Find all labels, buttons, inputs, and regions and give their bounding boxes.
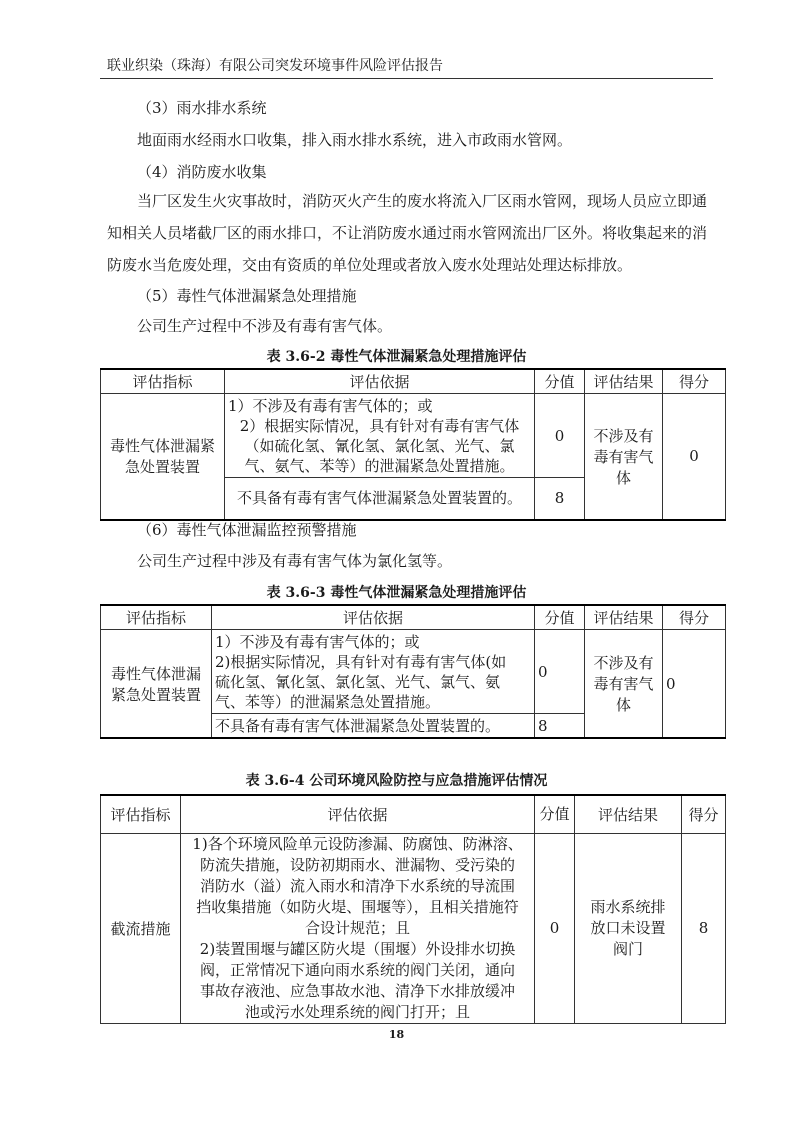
section-5-text: 公司生产过程中不涉及有毒有害气体。 xyxy=(137,317,393,335)
page-number: 18 xyxy=(388,1028,405,1041)
table2-result: 不涉及有毒有害气体 xyxy=(585,630,663,739)
table3-indicator: 截流措施 xyxy=(101,833,181,1023)
table1-header-indicator: 评估指标 xyxy=(101,369,225,394)
table3-basis-line: 事故存液池、应急事故水池、清净下水排放缓冲 xyxy=(199,981,515,1000)
table2-basis-1-line: 2)根据实际情况，具有针对有毒有害气体(如 xyxy=(215,652,507,671)
header-divider xyxy=(100,78,713,79)
table1-basis-1-line: 2）根据实际情况，具有针对有毒有害气体 xyxy=(239,416,520,435)
table3-basis-line: 合设计规范；且 xyxy=(304,918,410,937)
table1-result: 不涉及有毒有害气体 xyxy=(585,394,663,520)
table3-basis-line: 挡收集措施（如防火堤、围堰等），且相关措施符 xyxy=(196,897,519,916)
table3-header-score: 分值 xyxy=(535,795,575,833)
table2-header-basis: 评估依据 xyxy=(212,605,535,630)
table1 xyxy=(100,368,726,521)
table3-basis-line: 防流失措施，设防初期雨水、泄漏物、受污染的 xyxy=(199,855,515,874)
table3-basis-line: 阀，正常情况下通向雨水系统的阀门关闭，通向 xyxy=(199,960,515,979)
table2-header-score: 分值 xyxy=(535,605,585,630)
table1-basis-1-line: 气、氨气、苯等）的泄漏紧急处置措施。 xyxy=(244,456,515,475)
table2-basis-1-line: 1）不涉及有毒有害气体的；或 xyxy=(215,632,420,651)
table1-basis-2: 不具备有毒有害气体泄漏紧急处置装置的。 xyxy=(225,478,535,520)
table3-header-basis: 评估依据 xyxy=(181,795,535,833)
table1-header-basis: 评估依据 xyxy=(225,369,535,394)
section-6-heading: （6）毒性气体泄漏监控预警措施 xyxy=(137,521,357,539)
section-4-text: 当厂区发生火灾事故时，消防灭火产生的废水将流入厂区雨水管网，现场人员应立即通知相关人员堵截厂区的雨水排口，不让消防废水通过雨水管网流出厂区外。将收集起来的消防废水当危废处理，交由有资质的单位处理或者放入废水处理站处理达标排放。 xyxy=(107,192,708,274)
table3-header-result: 评估结果 xyxy=(575,795,682,833)
table2-score-2: 8 xyxy=(535,714,585,739)
table2-indicator: 毒性气体泄漏紧急处置装置 xyxy=(101,630,212,739)
table2-basis-1-line: 硫化氢、氰化氢、氯化氢、光气、氯气、氨 xyxy=(215,672,501,691)
table2-score-1: 0 xyxy=(535,630,585,714)
table3-basis-line: 1)各个环境风险单元设防渗漏、防腐蚀、防淋溶、 xyxy=(192,834,523,853)
table2-basis-1 xyxy=(212,630,535,714)
section-3-heading: （3）雨水排水系统 xyxy=(137,99,267,117)
table3-points: 8 xyxy=(682,833,726,1023)
table1-score-1: 0 xyxy=(535,394,585,478)
table1-basis-1-line: （如硫化氢、氰化氢、氯化氢、光气、氯 xyxy=(244,436,515,455)
section-5-heading: （5）毒性气体泄漏紧急处理措施 xyxy=(137,287,357,305)
document-header: 联业织染（珠海）有限公司突发环境事件风险评估报告 xyxy=(107,58,443,74)
section-3-text: 地面雨水经雨水口收集，排入雨水排水系统，进入市政雨水管网。 xyxy=(137,131,573,149)
table2-basis-1-line: 气、苯等）的泄漏紧急处置措施。 xyxy=(215,692,441,711)
table2-points: 0 xyxy=(663,630,726,739)
table3 xyxy=(100,794,726,1024)
table3-result: 雨水系统排放口未设置阀门 xyxy=(575,833,682,1023)
table1-header-score: 分值 xyxy=(535,369,585,394)
table1-indicator: 毒性气体泄漏紧急处置装置 xyxy=(101,394,225,520)
table1-basis-1 xyxy=(225,394,535,478)
table2-caption: 表 3.6-3 毒性气体泄漏紧急处理措施评估 xyxy=(266,585,527,601)
section-6-text: 公司生产过程中涉及有毒有害气体为氯化氢等。 xyxy=(137,552,453,570)
table3-basis xyxy=(181,833,535,1023)
table3-header-indicator: 评估指标 xyxy=(101,795,181,833)
table3-basis-line: 消防水（溢）流入雨水和清净下水系统的导流围 xyxy=(199,876,515,895)
section-4-heading: （4）消防废水收集 xyxy=(137,163,267,181)
table3-basis-line: 2)装置围堰与罐区防火堤（围堰）外设排水切换 xyxy=(199,939,516,958)
table3-score: 0 xyxy=(535,833,575,1023)
table1-header-points: 得分 xyxy=(663,369,726,394)
table3-basis-line: 池或污水处理系统的阀门打开；且 xyxy=(244,1002,470,1021)
table2 xyxy=(100,604,726,739)
table2-header-points: 得分 xyxy=(663,605,726,630)
table1-basis-1-line: 1）不涉及有毒有害气体的；或 xyxy=(228,396,433,415)
table3-header-points: 得分 xyxy=(682,795,726,833)
table1-caption: 表 3.6-2 毒性气体泄漏紧急处理措施评估 xyxy=(266,349,527,365)
table1-points: 0 xyxy=(663,394,726,520)
table2-header-result: 评估结果 xyxy=(585,605,663,630)
table1-score-2: 8 xyxy=(535,478,585,520)
table3-caption: 表 3.6-4 公司环境风险防控与应急措施评估情况 xyxy=(245,773,548,789)
table2-header-indicator: 评估指标 xyxy=(101,605,212,630)
table2-basis-2: 不具备有毒有害气体泄漏紧急处置装置的。 xyxy=(212,714,535,739)
table1-header-result: 评估结果 xyxy=(585,369,663,394)
